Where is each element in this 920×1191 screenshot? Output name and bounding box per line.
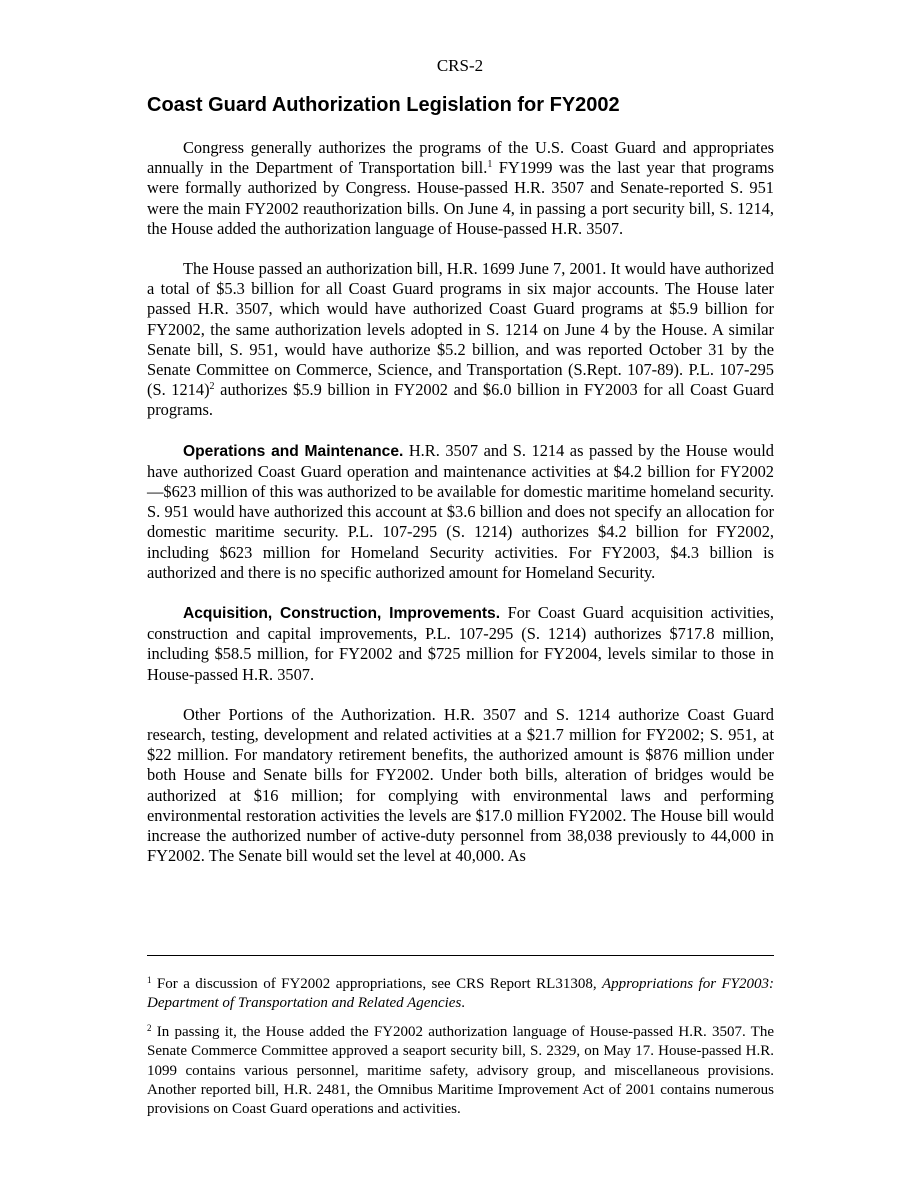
acquisition-heading: Acquisition, Construction, Improvements. (183, 605, 501, 623)
footnote-2-text: In passing it, the House added the FY2002 authorization language of House-passed H.R. 3507. The Senate Commerce Committee approved a seaport security bill, S. 2329, on May 17. House-passed H.R. 1099 contains various personnel, maritime safety, advisory group, and miscellaneous provisions. Another reported bill, H.R. 2481, the Omnibus Maritime Improvement Act of 2001 contains numerous provisions on Coast Guard operations and activities. (147, 1023, 774, 1118)
acquisition-text: For Coast Guard acquisition activities, construction and capital improvements, P.L. 107-295 (S. 1214) authorizes $717.8 million, including $58.5 million, for FY2002 and $725 million for FY2004, levels similar to those in House-passed H.R. 3507. (147, 603, 775, 684)
footnote-1-tail: . (461, 995, 466, 1012)
paragraph-intro-text: Congress generally authorizes the programs of the U.S. Coast Guard and appropriates annually in the Department of Transportation bill. (147, 138, 774, 178)
paragraph-acquisition (147, 603, 774, 685)
section-title: Coast Guard Authorization Legislation for FY2002 (147, 94, 620, 116)
footnote-1-report-title: Appropriations for FY2003: Department of Transportation and Related Agencies (147, 976, 774, 1012)
paragraph-intro-text-cont: FY1999 was the last year that programs were formally authorized by Congress. House-passed H.R. 3507 and Senate-reported S. 951 were the main FY2002 reauthorization bills. On June 4, in passing a port security bill, S. 1214, the House added the authorization language of House-passed H.R. 3507. (147, 158, 774, 238)
paragraph-house-bills (147, 259, 774, 421)
paragraph-other-portions (147, 705, 774, 867)
footnote-1-mark: 1 (147, 975, 152, 985)
footnote-ref-1[interactable]: 1 (487, 159, 493, 171)
paragraph-house-bills-text: The House passed an authorization bill, H.R. 1699 June 7, 2001. It would have authorized a total of $5.3 billion for all Coast Guard programs in six major accounts. The House later passed H.R. 3507, which would have authorized Coast Guard programs at $5.9 billion for FY2002, the same authorization levels adopted in S. 1214 on June 4 by the House. A similar Senate bill, S. 951, would have authorize $5.2 billion, and was reported October 31 by the Senate Committee on Commerce, Science, and Transportation (S.Rept. 107-89). P.L. 107-295 (S. 1214) (147, 259, 774, 400)
operations-heading: Operations and Maintenance. (183, 442, 404, 460)
paragraph-intro (147, 138, 774, 239)
other-portions-text: Other Portions of the Authorization. H.R. 3507 and S. 1214 authorize Coast Guard research, testing, development and related activities at a $21.7 million for FY2002; S. 951, at $22 million. For mandatory retirement benefits, the authorized amount is $876 million under both House and Senate bills for FY2002. Under both bills, alteration of bridges would be authorized at $16 million; for complying with environmental laws and performing environmental restoration activities the levels are $17.0 million FY2002. The House bill would increase the authorized number of active-duty personnel from 38,038 previously to 44,000 in FY2002. The Senate bill would set the level at 40,000. As (147, 704, 774, 866)
operations-text: H.R. 3507 and S. 1214 as passed by the House would have authorized Coast Guard operation and maintenance activities at $4.2 billion for FY2002—$623 million of this was authorized to be available for domestic maritime homeland security. S. 951 would have authorized this account at $3.6 billion and does not specify an allocation for domestic maritime security. P.L. 107-295 (S. 1214) authorizes $4.2 billion for FY2002, including $623 million for Homeland Security activities. For FY2003, $4.3 billion is authorized and there is no specific authorized amount for Homeland Security. (147, 440, 774, 582)
paragraph-operations (147, 441, 774, 583)
footnote-2-mark: 2 (147, 1022, 152, 1033)
footnote-ref-2[interactable]: 2 (209, 381, 215, 393)
footnotes (147, 975, 774, 1129)
paragraph-house-bills-text-cont: authorizes $5.9 billion in FY2002 and $6.0 billion in FY2003 for all Coast Guard programs. (147, 380, 774, 420)
page-header: CRS-2 (436, 56, 484, 75)
footnote-1 (147, 975, 774, 1014)
footnote-divider (147, 955, 774, 956)
footnote-1-text: For a discussion of FY2002 appropriations, see CRS Report RL31308, (151, 976, 602, 992)
body-text (147, 138, 774, 887)
footnote-2 (147, 1023, 774, 1120)
